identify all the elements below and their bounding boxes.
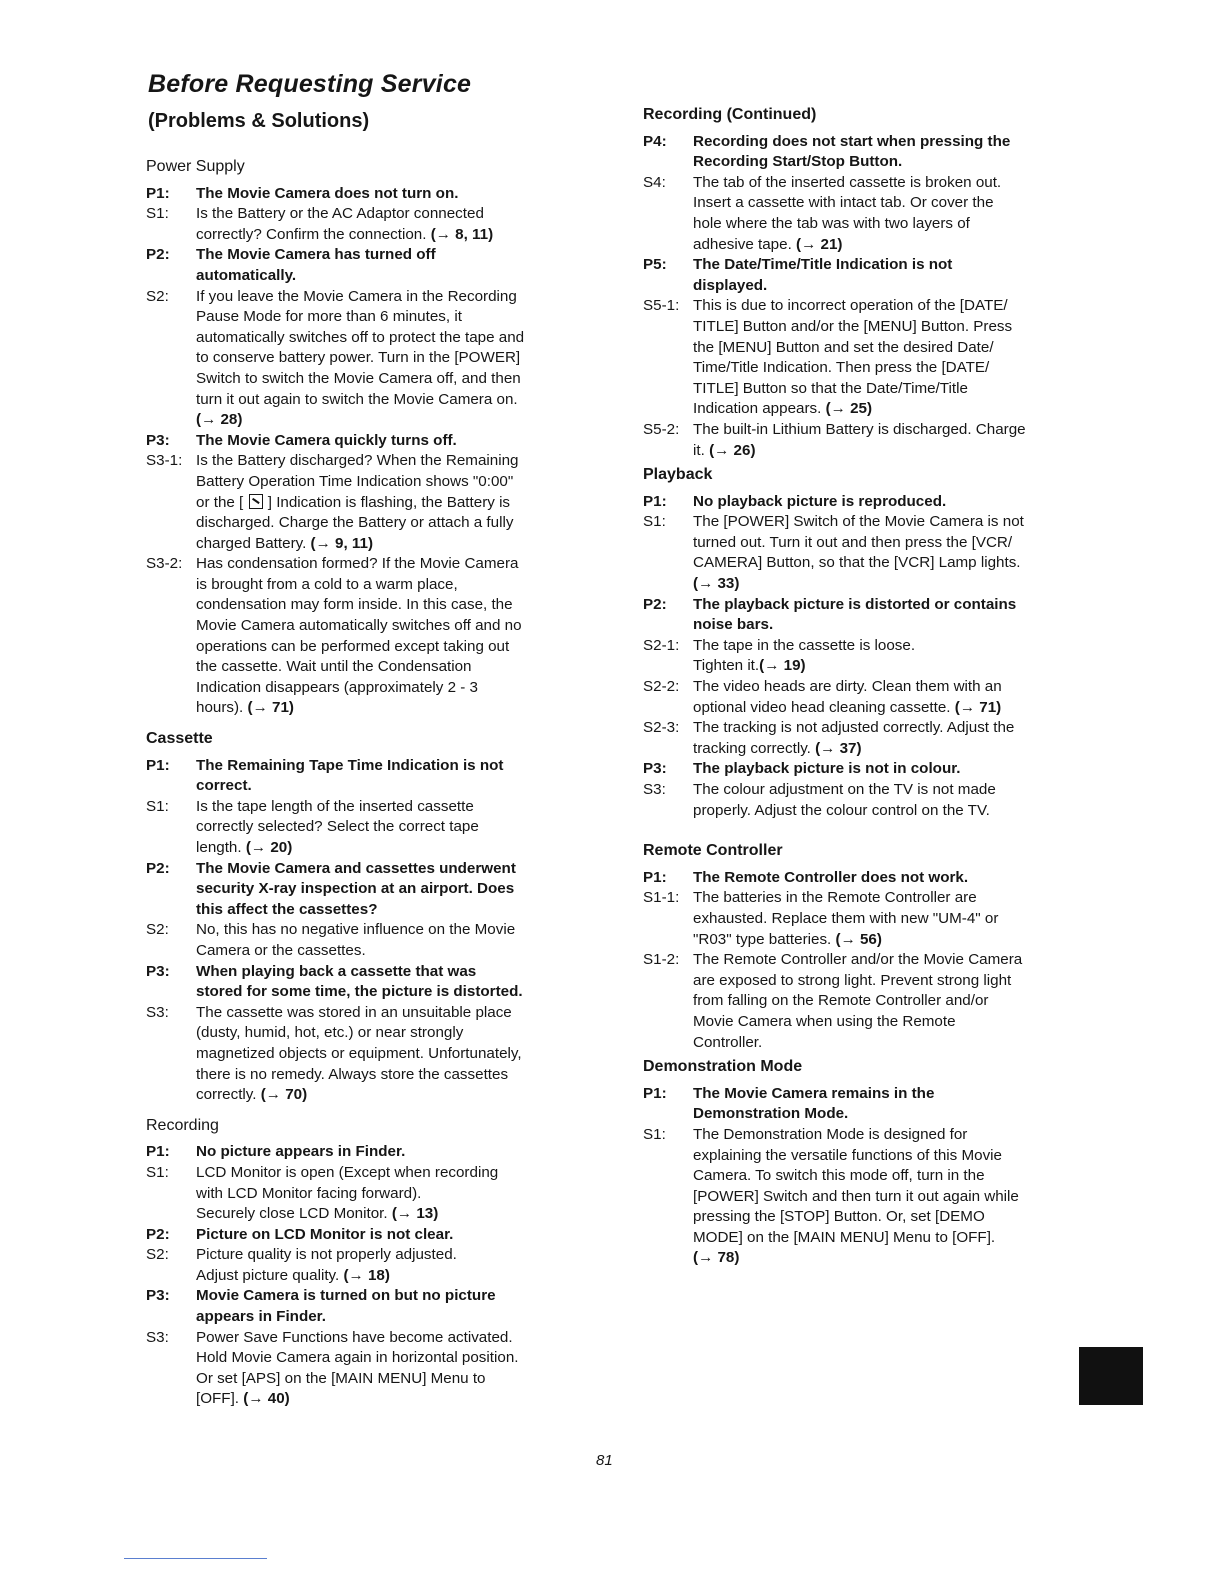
problem-label: P2: <box>643 595 667 613</box>
problem-text: No picture appears in Finder. <box>196 1143 406 1161</box>
text-line: Movie Camera automatically switches off and no <box>196 617 522 635</box>
problem-label: P5: <box>643 256 667 274</box>
problem-entry <box>146 859 586 921</box>
text-line: noise bars. <box>693 616 774 634</box>
text-line: operations can be performed except taking out <box>196 637 510 655</box>
solution-entry <box>146 1163 586 1225</box>
solution-entry <box>643 512 1083 594</box>
section-title-recording: Recording <box>146 1116 219 1134</box>
page-title: Before Requesting Service <box>148 70 472 98</box>
section-title-demonstration-mode: Demonstration Mode <box>643 1058 803 1076</box>
text-line: Adjust picture quality. <box>196 1266 340 1284</box>
text-line: with LCD Monitor facing forward). <box>196 1184 422 1202</box>
text-line: charged Battery. <box>196 534 307 552</box>
text-line: The [POWER] Switch of the Movie Camera is not <box>693 513 1024 531</box>
solution-label: S3-1: <box>146 452 183 470</box>
problem-entry <box>643 132 1083 173</box>
arrow-icon: → <box>801 235 817 253</box>
text-line: Picture quality is not properly adjusted. <box>196 1246 457 1264</box>
text-line: CAMERA] Button, so that the [VCR] Lamp lights. <box>693 554 1021 572</box>
text-line: The colour adjustment on the TV is not made <box>693 781 996 798</box>
problem-entry <box>146 1142 586 1163</box>
text-line: are exposed to strong light. Prevent strong light <box>693 971 1012 989</box>
text-line: Is the Battery or the AC Adaptor connected <box>196 205 484 223</box>
text-line: Movie Camera is turned on but no picture <box>196 1287 496 1305</box>
arrow-icon: → <box>396 1205 413 1223</box>
text-line: Controller. <box>693 1033 763 1051</box>
text-line: [POWER] Switch and then turn it out again while <box>693 1187 1019 1205</box>
solution-entry <box>643 420 1083 461</box>
solution-label: S2: <box>146 921 169 939</box>
text-line: When playing back a cassette that was <box>196 962 477 980</box>
text-line: Or set [APS] on the [MAIN MENU] Menu to <box>196 1369 486 1387</box>
text-line: No, this has no negative influence on the Movie <box>196 921 516 939</box>
problem-text: The Movie Camera quickly turns off. <box>196 431 457 449</box>
text-line: If you leave the Movie Camera in the Recording <box>196 287 517 305</box>
page-reference: (→ 9, 11) <box>310 534 374 552</box>
text-line: turn it out again to switch the Movie Camera on. <box>196 390 518 408</box>
solution-entry <box>643 296 1083 420</box>
solution-label: S2-3: <box>643 719 680 737</box>
problem-text: The Movie Camera does not turn on. <box>196 184 459 202</box>
page-reference: (→ 26) <box>709 441 756 459</box>
problem-entry <box>643 759 1083 780</box>
solution-entry <box>643 950 1083 1053</box>
problem-label: P3: <box>146 962 170 980</box>
text-line: Hold Movie Camera again in horizontal position. <box>196 1349 519 1367</box>
divider-line <box>124 1558 267 1559</box>
problem-label: P4: <box>643 132 667 150</box>
solution-entry <box>146 204 586 245</box>
solution-label: S3: <box>146 1003 169 1021</box>
problem-label: P1: <box>146 1143 170 1161</box>
solution-entry: S3-1: Is the Battery discharged? When the Remaining Battery Operation Time Indication shows "0:00" or the [ ] Indication is flashing, the Battery is discharged. Charge the Battery or attach a fully charged Battery. (→ 9, 11) <box>146 451 586 554</box>
problem-text: The Remote Controller does not work. <box>693 868 969 886</box>
solution-entry <box>643 888 1083 950</box>
page-subtitle: (Problems & Solutions) <box>148 110 370 132</box>
page-reference: (→ 71) <box>954 698 1002 716</box>
arrow-icon: → <box>830 400 846 418</box>
arrow-icon: → <box>698 1249 714 1267</box>
arrow-icon: → <box>714 441 730 459</box>
solution-entry <box>146 920 586 961</box>
problem-label: P2: <box>146 1225 170 1243</box>
solution-label: S1: <box>146 1163 169 1181</box>
problem-entry <box>146 962 586 1003</box>
text-line: "R03" type batteries. <box>693 930 832 948</box>
problem-label: P1: <box>643 868 667 886</box>
problem-entry <box>643 1084 1083 1125</box>
text-line: stored for some time, the picture is distorted. <box>196 983 523 1001</box>
problem-entry <box>146 431 586 452</box>
problem-text: Picture on LCD Monitor is not clear. <box>196 1225 454 1243</box>
text-line: to conserve battery power. Turn in the [POWER] <box>196 349 521 367</box>
text-line: explaining the versatile functions of this Movie <box>693 1146 1002 1164</box>
page-reference: (→ 33) <box>693 575 740 593</box>
text-line: condensation may form inside. In this case, the <box>196 596 513 614</box>
text-line: The Remote Controller and/or the Movie Camera <box>693 951 1023 969</box>
problem-label: P1: <box>146 756 170 774</box>
solution-label: S2-1: <box>643 636 680 654</box>
text-line: the [MENU] Button and set the desired Date/ <box>693 338 994 356</box>
solution-label: S2: <box>146 1246 169 1264</box>
text-line: appears in Finder. <box>196 1308 326 1326</box>
solution-label: S3-2: <box>146 555 183 573</box>
problem-entry <box>643 255 1083 296</box>
page-reference: (→ 20) <box>245 839 293 856</box>
tape-end-icon <box>249 494 263 509</box>
problem-entry <box>146 1225 586 1246</box>
text-line: tracking correctly. <box>693 739 811 757</box>
arrow-icon: → <box>315 534 331 552</box>
arrow-icon: → <box>252 699 268 717</box>
solution-entry <box>146 797 586 859</box>
page-reference: (→ 71) <box>247 699 294 717</box>
text-line: Battery Operation Time Indication shows "0:00" <box>196 472 514 490</box>
page-number: 81 <box>596 1452 613 1469</box>
arrow-icon: → <box>201 411 217 429</box>
page-reference: (→ 8, 11) <box>430 225 494 243</box>
text-line: The tape in the cassette is loose. <box>693 636 916 654</box>
text-line: from falling on the Remote Controller and/or <box>693 992 989 1010</box>
solution-label: S2: <box>146 287 169 305</box>
text-line: is brought from a cold to a warm place, <box>196 575 458 593</box>
text-line: adhesive tape. <box>693 235 792 253</box>
solution-entry <box>643 780 1083 821</box>
page-reference: (→ 25) <box>825 400 873 418</box>
problem-label: P3: <box>146 1287 170 1305</box>
text-line: The cassette was stored in an unsuitable place <box>196 1003 512 1021</box>
text-line: The Movie Camera remains in the <box>693 1084 935 1102</box>
problem-label: P1: <box>643 1084 667 1102</box>
section-title-recording-continued: Recording (Continued) <box>643 106 817 123</box>
problem-entry <box>146 245 586 286</box>
text-line: The Date/Time/Title Indication is not <box>693 256 953 274</box>
arrow-icon: → <box>764 657 780 675</box>
text-line: The tracking is not adjusted correctly. Adjust the <box>693 719 1015 737</box>
problem-text: No playback picture is reproduced. <box>693 492 947 510</box>
text-line: The batteries in the Remote Controller are <box>693 889 977 907</box>
text-line: The Remaining Tape Time Indication is not <box>196 756 504 774</box>
text-line: The tab of the inserted cassette is broken out. <box>693 173 1002 191</box>
text-line: length. <box>196 839 242 856</box>
solution-label: S1-1: <box>643 889 680 907</box>
text-line: turned out. Turn it out and then press the [VCR/ <box>693 533 1013 551</box>
solution-label: S5-2: <box>643 420 680 438</box>
arrow-icon: → <box>435 225 451 243</box>
solution-label: S1: <box>643 1125 666 1143</box>
problem-text: The playback picture is not in colour. <box>693 760 961 778</box>
text-line: Recording Start/Stop Button. <box>693 153 903 171</box>
text-line: The video heads are dirty. Clean them with an <box>693 678 1002 696</box>
text-line: The built-in Lithium Battery is discharged. Charge <box>693 420 1026 438</box>
solution-label: S1-2: <box>643 951 680 969</box>
page-reference: (→ 18) <box>343 1266 390 1284</box>
problem-entry <box>643 868 1083 889</box>
problem-label: P3: <box>146 431 170 449</box>
text-line: correctly. <box>196 1086 257 1104</box>
text-line: [OFF]. <box>196 1390 240 1408</box>
text-line: Tighten it. <box>693 657 760 675</box>
text-line: optional video head cleaning cassette. <box>693 698 951 716</box>
text-line: correctly selected? Select the correct tape <box>196 818 479 836</box>
text-line: LCD Monitor is open (Except when recording <box>196 1163 499 1181</box>
text-line: Movie Camera when using the Remote <box>693 1012 956 1030</box>
text-line: Power Save Functions have become activated. <box>196 1328 513 1346</box>
page-reference: (→ 40) <box>243 1390 290 1408</box>
solution-label: S1: <box>146 797 169 815</box>
left-column <box>146 157 586 1410</box>
text-line: automatically switches off to protect the tape and <box>196 328 525 346</box>
problem-label: P1: <box>146 184 170 202</box>
solution-label: S1: <box>146 205 169 223</box>
page-reference: (→ 21) <box>796 235 843 253</box>
problem-entry <box>146 756 586 797</box>
solution-label: S3: <box>146 1328 169 1346</box>
text-line: Is the tape length of the inserted cassette <box>196 797 474 815</box>
section-title-playback: Playback <box>643 466 713 484</box>
text-line: Recording does not start when pressing the <box>693 132 1011 150</box>
page-reference: (→ 56) <box>835 930 882 948</box>
text-line: there is no remedy. Always store the cassettes <box>196 1065 509 1083</box>
text-line: correctly? Confirm the connection. <box>196 225 427 243</box>
text-line: Securely close LCD Monitor. <box>196 1205 388 1223</box>
text-line: MODE] on the [MAIN MENU] Menu to [OFF]. <box>693 1228 996 1246</box>
text-line: exhausted. Replace them with new "UM-4" or <box>693 909 999 927</box>
text-line: hours). <box>196 699 244 717</box>
arrow-icon: → <box>265 1086 281 1104</box>
arrow-icon: → <box>698 575 714 593</box>
section-edge-tab <box>1079 1347 1143 1405</box>
arrow-icon: → <box>959 698 976 716</box>
solution-label: S5-1: <box>643 297 680 315</box>
text-line: Switch to switch the Movie Camera off, and then <box>196 369 521 387</box>
arrow-icon: → <box>820 739 836 757</box>
solution-entry <box>643 718 1083 759</box>
text-line: hole where the tab was with two layers of <box>693 214 970 232</box>
text-line: (dusty, humid, hot, etc.) or near strongly <box>196 1024 464 1042</box>
text-line: displayed. <box>693 276 768 294</box>
arrow-icon: → <box>348 1266 364 1284</box>
solution-label: S2-2: <box>643 678 680 696</box>
solution-label: S4: <box>643 173 666 191</box>
text-line: The Movie Camera has turned off <box>196 246 436 264</box>
text-line: This is due to incorrect operation of the [DATE/ <box>693 297 1008 315</box>
page-reference: (→ 13) <box>391 1205 439 1223</box>
solution-label: S1: <box>643 513 666 531</box>
problem-label: P2: <box>146 246 170 264</box>
solution-label: S3: <box>643 781 666 798</box>
text-line: it. <box>693 441 705 459</box>
text-line: pressing the [STOP] Button. Or, set [DEMO <box>693 1208 985 1226</box>
solution-entry <box>146 1328 586 1410</box>
text-line: Demonstration Mode. <box>693 1105 849 1123</box>
text-line: TITLE] Button so that the Date/Time/Title <box>693 379 968 397</box>
solution-entry <box>146 287 586 431</box>
text-line: Has condensation formed? If the Movie Camera <box>196 555 519 573</box>
text-line: Time/Title Indication. Then press the [DATE/ <box>693 359 990 377</box>
text-line: TITLE] Button and/or the [MENU] Button. Press <box>693 317 1013 335</box>
problem-label: P1: <box>643 492 667 510</box>
page-reference: (→ 78) <box>693 1249 740 1267</box>
problem-label: P2: <box>146 859 170 877</box>
solution-entry <box>146 1245 586 1286</box>
text-line: The playback picture is distorted or contains <box>693 595 1017 613</box>
arrow-icon: → <box>248 1390 264 1408</box>
problem-entry <box>643 595 1083 636</box>
page-reference: (→ 28) <box>196 411 243 429</box>
text-line: Indication appears. <box>693 400 822 418</box>
solution-entry <box>146 1003 586 1106</box>
section-title-cassette: Cassette <box>146 730 213 748</box>
problem-label: P3: <box>643 760 667 778</box>
text-line: Indication disappears (approximately 2 - 3 <box>196 678 478 696</box>
solution-entry <box>643 1125 1083 1269</box>
text-line: magnetized objects or equipment. Unfortunately, <box>196 1044 522 1062</box>
solution-entry <box>643 173 1083 255</box>
text-line: correct. <box>196 777 252 795</box>
text-line: The Movie Camera and cassettes underwent <box>196 859 516 877</box>
text-line: Is the Battery discharged? When the Remaining <box>196 452 519 470</box>
arrow-icon: → <box>250 839 267 856</box>
arrow-icon: → <box>840 930 856 948</box>
text-line: Insert a cassette with intact tab. Or cover the <box>693 194 994 212</box>
text-line: the cassette. Wait until the Condensation <box>196 658 472 676</box>
text-line: Pause Mode for more than 6 minutes, it <box>196 308 462 326</box>
page-reference: (→ 37) <box>815 739 862 757</box>
problem-entry <box>643 492 1083 513</box>
problem-entry <box>146 184 586 205</box>
text-line: The Demonstration Mode is designed for <box>693 1125 968 1143</box>
text-line: Camera or the cassettes. <box>196 941 366 959</box>
text-line: security X-ray inspection at an airport. Does <box>196 880 515 898</box>
page-reference: (→ 70) <box>260 1086 308 1104</box>
text-line: properly. Adjust the colour control on the TV. <box>693 801 990 819</box>
section-title-power-supply: Power Supply <box>146 158 245 175</box>
page-reference: (→ 19) <box>759 657 806 675</box>
text-line: Camera. To switch this mode off, turn in the <box>693 1167 985 1185</box>
solution-entry <box>146 554 586 719</box>
text-line: this affect the cassettes? <box>196 900 378 918</box>
right-column <box>643 105 1083 1269</box>
text-line: discharged. Charge the Battery or attach a fully <box>196 514 514 532</box>
text-line: automatically. <box>196 266 297 284</box>
solution-entry <box>643 636 1083 677</box>
problem-entry <box>146 1286 586 1327</box>
section-title-remote-controller: Remote Controller <box>643 842 783 860</box>
solution-entry <box>643 677 1083 718</box>
